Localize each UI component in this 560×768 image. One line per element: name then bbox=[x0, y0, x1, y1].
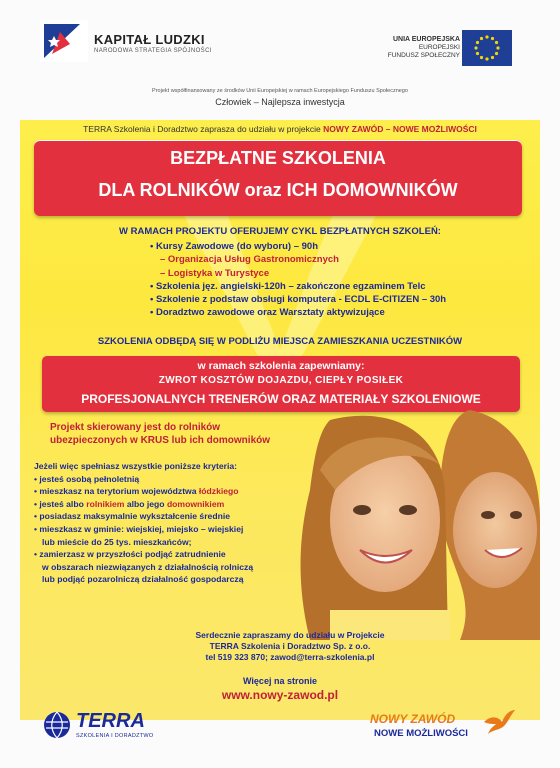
criterion: • zamierzasz w przyszłości podjąć zatrudnienie bbox=[34, 549, 226, 560]
criterion: • posiadasz maksymalnie wykształcenie średnie bbox=[34, 511, 230, 522]
eu-star bbox=[480, 56, 483, 59]
offer-subitem: – Logistyka w Turystyce bbox=[160, 267, 270, 279]
nz-line-1: NOWY ZAWÓD bbox=[370, 712, 456, 726]
terra-name: TERRA bbox=[76, 710, 145, 732]
offer-item: • Doradztwo zawodowe oraz Warsztaty aktywizujące bbox=[150, 307, 385, 319]
website-link[interactable]: www.nowy-zawod.pl bbox=[221, 688, 339, 702]
eu-star bbox=[495, 52, 498, 55]
eu-line-1: UNIA EUROPEJSKA bbox=[392, 36, 460, 43]
eu-label bbox=[388, 36, 460, 60]
eu-star bbox=[480, 37, 483, 40]
cofinancing-note: Projekt współfinansowany ze środków Unii Europejskiej w ramach Europejskiego Funduszu Społecznego bbox=[152, 88, 408, 94]
criterion-continued: lub podjąć pozarolniczą działalność gospodarczą bbox=[42, 574, 244, 585]
nz-line-2: NOWE MOŻLIWOŚCI bbox=[374, 728, 468, 739]
eu-star bbox=[476, 52, 479, 55]
criterion: • mieszkasz w gminie: wiejskiej, miejsko – wiejskiej bbox=[34, 523, 244, 534]
criterion-text: • jesteś albo bbox=[34, 498, 87, 509]
target-heading bbox=[50, 422, 270, 447]
offer-item: • Kursy Zawodowe (do wyboru) – 90h bbox=[150, 241, 319, 252]
eu-star bbox=[495, 41, 498, 44]
criterion-highlight: łódzkiego bbox=[198, 486, 239, 497]
nowy-zawod-logo bbox=[370, 706, 520, 744]
eu-flag-icon bbox=[462, 30, 512, 66]
offer-item: • Szkolenia jęz. angielski-120h – zakończone egzaminem Telc bbox=[150, 280, 426, 292]
criterion-continued: w obszarach niezwiązanych z działalnością rolniczą bbox=[42, 561, 254, 572]
criterion-highlight: rolnikiem bbox=[86, 498, 125, 509]
main-banner-line-2: DLA ROLNIKÓW oraz ICH DOMOWNIKÓW bbox=[98, 180, 458, 200]
criterion bbox=[34, 498, 286, 511]
offer-list bbox=[150, 240, 510, 320]
terra-logo bbox=[42, 708, 180, 744]
kapital-ludzki-title: KAPITAŁ LUDZKI bbox=[94, 32, 205, 47]
criteria-list bbox=[34, 460, 286, 586]
offer-subitem: – Organizacja Usług Gastronomicznych bbox=[160, 254, 339, 266]
eu-star bbox=[474, 46, 477, 49]
eu-star bbox=[491, 56, 494, 59]
criterion: • jesteś osobą pełnoletnią bbox=[34, 473, 140, 484]
target-heading-line-2: ubezpieczonych w KRUS lub ich domowników bbox=[50, 434, 271, 446]
criterion-continued: lub mieście do 25 tys. mieszkańców; bbox=[42, 536, 192, 547]
motto: Człowiek – Najlepsza inwestycja bbox=[215, 97, 345, 107]
eu-line-2: EUROPEJSKI bbox=[418, 44, 460, 51]
training-location: SZKOLENIA ODBĘDĄ SIĘ W PODLIŻU MIEJSCA ZAMIESZKANIA UCZESTNIKÓW bbox=[97, 336, 463, 347]
offer-item: • Szkolenie z podstaw obsługi komputera - ECDL E-CITIZEN – 30h bbox=[150, 294, 447, 306]
kapital-ludzki-logo bbox=[40, 20, 88, 62]
more-info-label: Więcej na stronie bbox=[243, 676, 317, 686]
criteria-lead: Jeżeli więc spełniasz wszystkie poniższe kryteria: bbox=[34, 461, 238, 471]
contact-invite: Serdecznie zapraszamy do udziału w Projekcie bbox=[195, 630, 385, 640]
eu-star bbox=[491, 37, 494, 40]
photo-young-people bbox=[290, 410, 540, 640]
benefits-line-3: PROFESJONALNYCH TRENERÓW ORAZ MATERIAŁY SZKOLENIOWE bbox=[81, 392, 481, 406]
project-name: NOWY ZAWÓD – NOWE MOŻLIWOŚCI bbox=[323, 124, 477, 134]
contact-phone-email: tel 519 323 870; zawod@terra-szkolenia.pl bbox=[205, 652, 375, 662]
eu-star bbox=[485, 35, 488, 38]
criterion-text: albo jego bbox=[124, 498, 167, 509]
contact-block bbox=[170, 630, 410, 663]
offer-heading: W RAMACH PROJEKTU OFERUJEMY CYKL BEZPŁATNYCH SZKOLEŃ: bbox=[119, 226, 441, 237]
benefits-banner bbox=[42, 356, 520, 412]
main-banner-line-1: BEZPŁATNE SZKOLENIA bbox=[170, 148, 386, 168]
criterion-highlight: domownikiem bbox=[166, 498, 225, 509]
swallow-bird-icon bbox=[482, 708, 516, 738]
intro-line bbox=[20, 124, 540, 134]
terra-globe-icon bbox=[42, 710, 72, 740]
kapital-ludzki-subtitle: NARODOWA STRATEGIA SPÓJNOŚCI bbox=[94, 48, 212, 54]
target-heading-line-1: Projekt skierowany jest do rolników bbox=[50, 422, 221, 433]
contact-company: TERRA Szkolenia i Doradztwo Sp. z o.o. bbox=[209, 641, 371, 651]
eu-star bbox=[485, 57, 488, 60]
benefits-line-1: w ramach szkolenia zapewniamy: bbox=[197, 360, 365, 372]
intro-prefix: TERRA Szkolenia i Doradztwo zaprasza do udziału w projekcie bbox=[83, 124, 324, 134]
criterion-text: • mieszkasz na terytorium województwa bbox=[34, 486, 199, 497]
eu-star bbox=[476, 41, 479, 44]
eu-star bbox=[496, 46, 499, 49]
criterion bbox=[34, 485, 286, 498]
terra-subtitle: SZKOLENIA I DORADZTWO bbox=[76, 733, 154, 739]
eu-line-3: FUNDUSZ SPOŁECZNY bbox=[387, 52, 460, 59]
benefits-line-2: ZWROT KOSZTÓW DOJAZDU, CIEPŁY POSIŁEK bbox=[158, 375, 404, 386]
main-banner bbox=[34, 140, 522, 216]
